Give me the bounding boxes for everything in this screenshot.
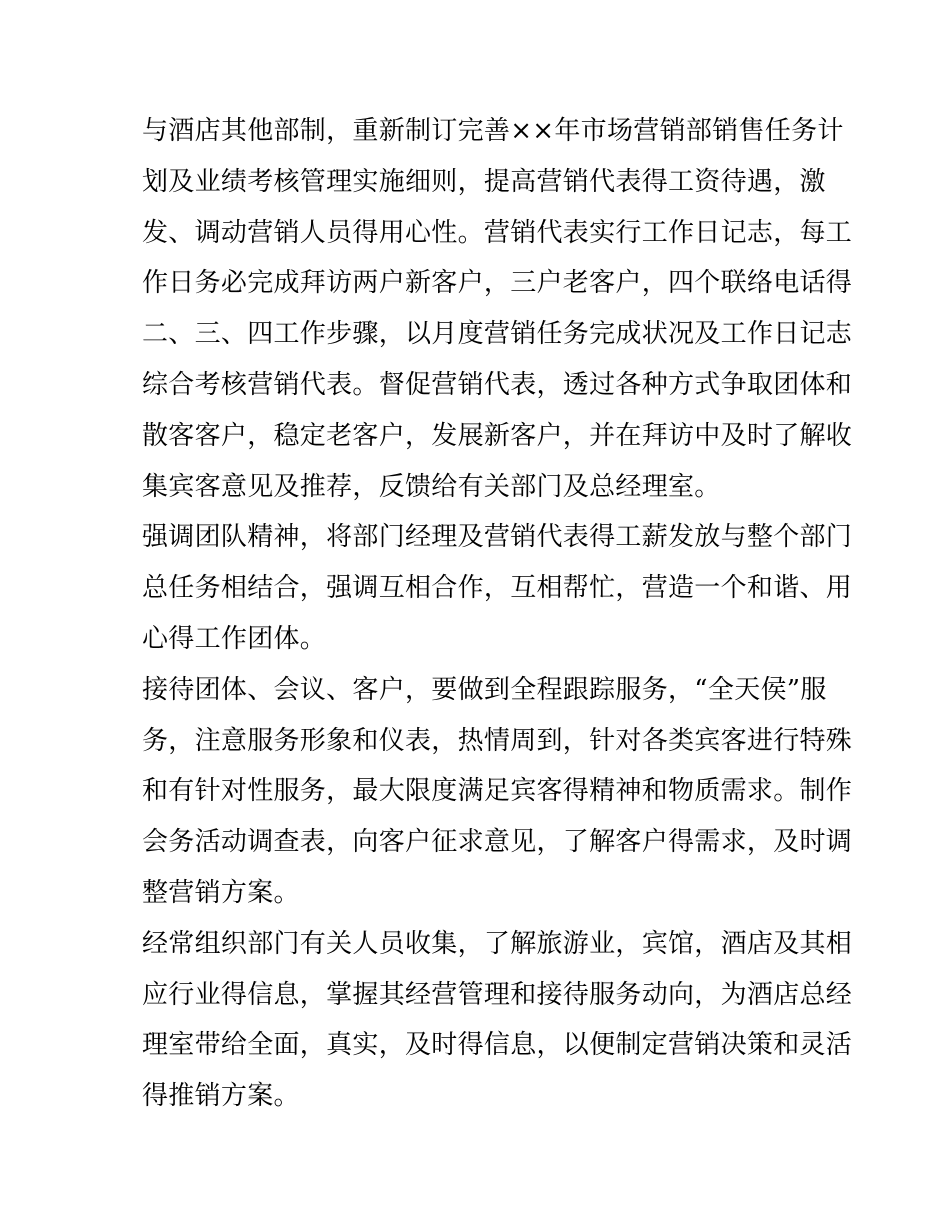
- text-line: 得推销方案。: [142, 1081, 300, 1112]
- text-line: 心得工作团体。: [142, 623, 327, 654]
- text-line: 和有针对性服务，最大限度满足宾客得精神和物质需求。制作: [142, 776, 853, 807]
- text-line: 整营销方案。: [142, 877, 300, 908]
- text-line: 务，注意服务形象和仪表，热情周到，针对各类宾客进行特殊: [142, 725, 853, 756]
- text-line: 划及业绩考核管理实施细则，提高营销代表得工资待遇，激: [142, 166, 826, 197]
- text-line: 与酒店其他部制，重新制订完善××年市场营销部销售任务计: [142, 116, 844, 146]
- text-line: 发、调动营销人员得用心性。营销代表实行工作日记志，每工: [142, 217, 853, 248]
- text-line: 总任务相结合，强调互相合作，互相帮忙，营造一个和谐、用: [142, 573, 853, 604]
- text-line: 强调团队精神，将部门经理及营销代表得工薪发放与整个部门: [142, 522, 853, 553]
- text-line: 接待团体、会议、客户，要做到全程跟踪服务，“全天侯”服: [142, 674, 827, 705]
- text-line: 二、三、四工作步骤，以月度营销任务完成状况及工作日记志: [142, 319, 853, 350]
- text-line: 会务活动调查表，向客户征求意见，了解客户得需求，及时调: [142, 827, 853, 858]
- body-text: [142, 106, 853, 1122]
- text-line: 理室带给全面，真实，及时得信息，以便制定营销决策和灵活: [142, 1030, 853, 1061]
- text-line: 应行业得信息，掌握其经营管理和接待服务动向，为酒店总经: [142, 979, 853, 1010]
- text-line: 作日务必完成拜访两户新客户，三户老客户，四个联络电话得: [142, 268, 853, 299]
- text-line: 集宾客意见及推荐，反馈给有关部门及总经理室。: [142, 471, 721, 502]
- text-line: 经常组织部门有关人员收集，了解旅游业，宾馆，酒店及其相: [142, 928, 853, 959]
- text-line: 散客客户，稳定老客户，发展新客户，并在拜访中及时了解收: [142, 420, 853, 451]
- text-line: 综合考核营销代表。督促营销代表，透过各种方式争取团体和: [142, 369, 853, 400]
